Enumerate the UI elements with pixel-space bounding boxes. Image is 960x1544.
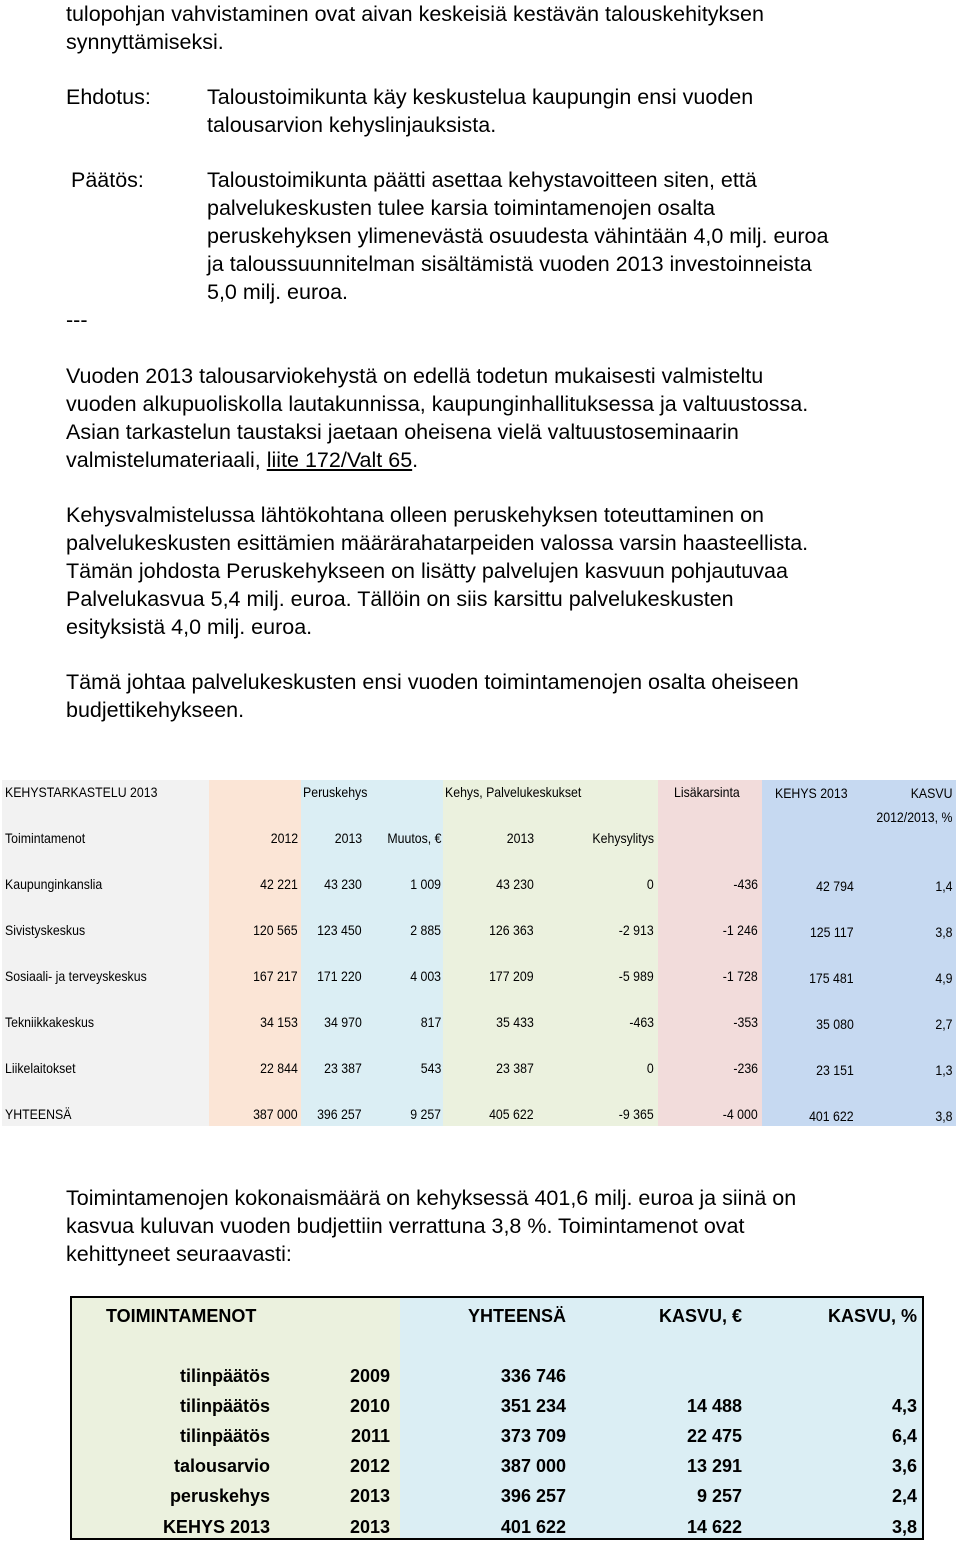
header-2012: 2012 bbox=[270, 830, 298, 846]
table1-cell-ylitys: -5 989 bbox=[619, 968, 654, 984]
table1-cell-kehys2013: 125 117 bbox=[810, 924, 854, 940]
table1-cell-name: Kaupunginkanslia bbox=[5, 876, 103, 892]
table1-cell-kehys: 35 433 bbox=[496, 1014, 534, 1030]
table2-cell-eur: 14 622 bbox=[686, 1517, 742, 1537]
budget-frame-table bbox=[2, 780, 956, 1126]
table1-cell-kehys: 177 209 bbox=[489, 968, 534, 984]
para1-line-4-text: valmistelumateriaali, bbox=[66, 448, 267, 472]
table1-cell-ylitys: 0 bbox=[647, 876, 654, 892]
header-kehys-palvelukeskukset: Kehys, Palvelukeskukset bbox=[445, 784, 582, 800]
para1-line-4-end: . bbox=[412, 448, 419, 472]
table2-cell-year: 2013 bbox=[349, 1486, 390, 1506]
table1-cell-kehys: 43 230 bbox=[496, 876, 534, 892]
table2-cell-eur: 13 291 bbox=[686, 1456, 742, 1476]
table2-cell-eur: 22 475 bbox=[686, 1426, 742, 1446]
table2-cell-pct: 4,3 bbox=[891, 1396, 917, 1416]
table1-cell-muutos: 4 003 bbox=[410, 968, 441, 984]
table1-cell-ylitys: 0 bbox=[647, 1060, 654, 1076]
header-kasvu: KASVU bbox=[910, 785, 952, 801]
table1-title: KEHYSTARKASTELU 2013 bbox=[5, 784, 158, 800]
para2-line-5: esityksistä 4,0 milj. euroa. bbox=[66, 615, 313, 639]
table2-title: TOIMINTAMENOT bbox=[106, 1306, 257, 1326]
header-2013b: 2013 bbox=[506, 830, 534, 846]
header-kehysylitys: Kehysylitys bbox=[592, 830, 654, 846]
table1-cell-lisa: -236 bbox=[733, 1060, 758, 1076]
table2-cell-eur: 9 257 bbox=[696, 1486, 742, 1506]
para1-line-4 bbox=[66, 446, 418, 474]
intro-line-2: synnyttämiseksi. bbox=[66, 30, 224, 54]
table1-cell-v2013: 396 257 bbox=[317, 1106, 362, 1122]
separator: --- bbox=[66, 308, 88, 332]
table2-bg-right bbox=[400, 1298, 922, 1538]
table1-cell-name: Tekniikkakeskus bbox=[5, 1014, 95, 1030]
proposal-label: Ehdotus: bbox=[66, 85, 151, 109]
table2-cell-label: tilinpäätös bbox=[179, 1366, 270, 1386]
decision-line-3: peruskehyksen ylimenevästä osuudesta vähintään 4,0 milj. euroa bbox=[207, 224, 829, 248]
table1-cell-kasvu: 2,7 bbox=[934, 1016, 952, 1032]
table1-cell-ylitys: -2 913 bbox=[619, 922, 654, 938]
para4-line-2: kasvua kuluvan vuoden budjettiin verrattuna 3,8 %. Toimintamenot ovat bbox=[66, 1214, 745, 1238]
header-2013: 2013 bbox=[334, 830, 362, 846]
table1-cell-kehys2013: 42 794 bbox=[816, 878, 854, 894]
proposal-line-2: talousarvion kehyslinjauksista. bbox=[207, 113, 497, 137]
table1-cell-name: Sosiaali- ja terveyskeskus bbox=[5, 968, 147, 984]
table1-cell-muutos: 9 257 bbox=[410, 1106, 441, 1122]
table1-cell-muutos: 543 bbox=[420, 1060, 441, 1076]
para3-line-1: Tämä johtaa palvelukeskusten ensi vuoden toimintamenojen osalta oheiseen bbox=[66, 670, 799, 694]
decision-line-2: palvelukeskusten tulee karsia toimintamenojen osalta bbox=[207, 196, 715, 220]
header-muutos: Muutos, € bbox=[386, 830, 441, 846]
header-peruskehys: Peruskehys bbox=[303, 784, 368, 800]
para2-line-2: palvelukeskusten esittämien määrärahatarpeiden valossa varsin haasteellista. bbox=[66, 531, 809, 555]
table1-cell-v2012: 167 217 bbox=[253, 968, 298, 984]
table2-cell-pct: 3,6 bbox=[891, 1456, 917, 1476]
para4-line-1: Toimintamenojen kokonaismäärä on kehyksessä 401,6 milj. euroa ja siinä on bbox=[66, 1186, 797, 1210]
table1-cell-v2013: 43 230 bbox=[324, 876, 362, 892]
para1-line-1: Vuoden 2013 talousarviokehystä on edellä todetun mukaisesti valmisteltu bbox=[66, 364, 764, 388]
table2-cell-total: 387 000 bbox=[500, 1456, 566, 1476]
decision-line-4: ja taloussuunnitelman sisältämistä vuoden 2013 investoinneista bbox=[207, 252, 812, 276]
decision-line-5: 5,0 milj. euroa. bbox=[207, 280, 349, 304]
table2-cell-pct: 3,8 bbox=[891, 1517, 917, 1537]
para4-line-3: kehittyneet seuraavasti: bbox=[66, 1242, 292, 1266]
para2-line-4: Palvelukasvua 5,4 milj. euroa. Tällöin on siis karsittu palvelukeskusten bbox=[66, 587, 734, 611]
table1-cell-v2013: 171 220 bbox=[317, 968, 362, 984]
table1-cell-muutos: 1 009 bbox=[410, 876, 441, 892]
header-toimintamenot: Toimintamenot bbox=[5, 830, 86, 846]
header-kehys-2013: KEHYS 2013 bbox=[775, 785, 848, 801]
table2-cell-label: tilinpäätös bbox=[179, 1396, 270, 1416]
table2-cell-label: KEHYS 2013 bbox=[162, 1517, 270, 1537]
table1-cell-kehys: 126 363 bbox=[489, 922, 534, 938]
table2-cell-total: 351 234 bbox=[500, 1396, 566, 1416]
operating-expenses-table bbox=[70, 1296, 924, 1540]
table2-header-kasvu-eur: KASVU, € bbox=[658, 1306, 742, 1326]
para3-line-2: budjettikehykseen. bbox=[66, 698, 245, 722]
table1-cell-kehys2013: 401 622 bbox=[809, 1108, 854, 1124]
intro-line-1: tulopohjan vahvistaminen ovat aivan keskeisiä kestävän talouskehityksen bbox=[66, 2, 764, 26]
table2-header-total: YHTEENSÄ bbox=[467, 1306, 566, 1326]
table1-cell-v2012: 387 000 bbox=[253, 1106, 298, 1122]
table1-cell-ylitys: -9 365 bbox=[619, 1106, 654, 1122]
table1-cell-kehys2013: 175 481 bbox=[809, 970, 854, 986]
table2-cell-year: 2011 bbox=[350, 1426, 390, 1446]
table1-cell-kehys2013: 35 080 bbox=[816, 1016, 854, 1032]
decision-label: Päätös: bbox=[71, 168, 144, 192]
para2-line-3: Tämän johdosta Peruskehykseen on lisätty palvelujen kasvuun pohjautuvaa bbox=[66, 559, 788, 583]
table1-cell-kasvu: 1,4 bbox=[934, 878, 952, 894]
header-lisakarsinta: Lisäkarsinta bbox=[674, 784, 740, 800]
table1-cell-kasvu: 3,8 bbox=[934, 924, 952, 940]
table1-cell-name: Sivistyskeskus bbox=[5, 922, 86, 938]
table1-cell-kehys: 405 622 bbox=[489, 1106, 534, 1122]
table1-cell-lisa: -1 246 bbox=[723, 922, 758, 938]
table1-cell-v2012: 34 153 bbox=[260, 1014, 298, 1030]
table1-cell-muutos: 2 885 bbox=[410, 922, 441, 938]
table1-cell-kasvu: 3,8 bbox=[934, 1108, 952, 1124]
table2-cell-year: 2012 bbox=[349, 1456, 390, 1476]
table2-cell-year: 2009 bbox=[349, 1366, 390, 1386]
table1-cell-lisa: -4 000 bbox=[723, 1106, 758, 1122]
table2-cell-year: 2010 bbox=[349, 1396, 390, 1416]
table2-cell-total: 396 257 bbox=[500, 1486, 566, 1506]
table2-cell-eur: 14 488 bbox=[686, 1396, 742, 1416]
para1-line-2: vuoden alkupuoliskolla lautakunnissa, kaupunginhallituksessa ja valtuustossa. bbox=[66, 392, 809, 416]
decision-line-1: Taloustoimikunta päätti asettaa kehystavoitteen siten, että bbox=[207, 168, 757, 192]
table1-cell-ylitys: -463 bbox=[629, 1014, 654, 1030]
header-kasvu-sub: 2012/2013, % bbox=[875, 809, 952, 825]
table2-cell-total: 401 622 bbox=[500, 1517, 566, 1537]
table2-cell-label: peruskehys bbox=[169, 1486, 270, 1506]
table1-cell-name: YHTEENSÄ bbox=[5, 1106, 72, 1122]
table1-cell-v2012: 22 844 bbox=[260, 1060, 298, 1076]
table2-cell-label: tilinpäätös bbox=[179, 1426, 270, 1446]
table1-cell-v2013: 123 450 bbox=[317, 922, 362, 938]
table1-cell-muutos: 817 bbox=[420, 1014, 441, 1030]
para2-line-1: Kehysvalmistelussa lähtökohtana olleen peruskehyksen toteuttaminen on bbox=[66, 503, 764, 527]
table1-cell-v2012: 42 221 bbox=[260, 876, 298, 892]
table1-cell-lisa: -436 bbox=[733, 876, 758, 892]
table2-cell-pct: 6,4 bbox=[891, 1426, 917, 1446]
table1-cell-v2012: 120 565 bbox=[253, 922, 298, 938]
para1-line-3: Asian tarkastelun taustaksi jaetaan oheisena vielä valtuustoseminaarin bbox=[66, 420, 739, 444]
table1-cell-kehys: 23 387 bbox=[496, 1060, 534, 1076]
table1-cell-lisa: -353 bbox=[733, 1014, 758, 1030]
table2-cell-label: talousarvio bbox=[173, 1456, 270, 1476]
proposal-line-1: Taloustoimikunta käy keskustelua kaupungin ensi vuoden bbox=[207, 85, 754, 109]
table1-cell-v2013: 23 387 bbox=[324, 1060, 362, 1076]
table2-cell-total: 373 709 bbox=[500, 1426, 566, 1446]
table1-cell-kehys2013: 23 151 bbox=[816, 1062, 854, 1078]
attachment-link[interactable]: liite 172/Valt 65 bbox=[266, 448, 413, 472]
table2-cell-year: 2013 bbox=[349, 1517, 390, 1537]
table1-cell-v2013: 34 970 bbox=[324, 1014, 362, 1030]
table2-cell-pct: 2,4 bbox=[891, 1486, 917, 1506]
table1-cell-name: Liikelaitokset bbox=[5, 1060, 76, 1076]
table1-cell-kasvu: 1,3 bbox=[934, 1062, 952, 1078]
table1-cell-lisa: -1 728 bbox=[723, 968, 758, 984]
table2-header-kasvu-pct: KASVU, % bbox=[827, 1306, 917, 1326]
table2-cell-total: 336 746 bbox=[500, 1366, 566, 1386]
table1-cell-kasvu: 4,9 bbox=[934, 970, 952, 986]
